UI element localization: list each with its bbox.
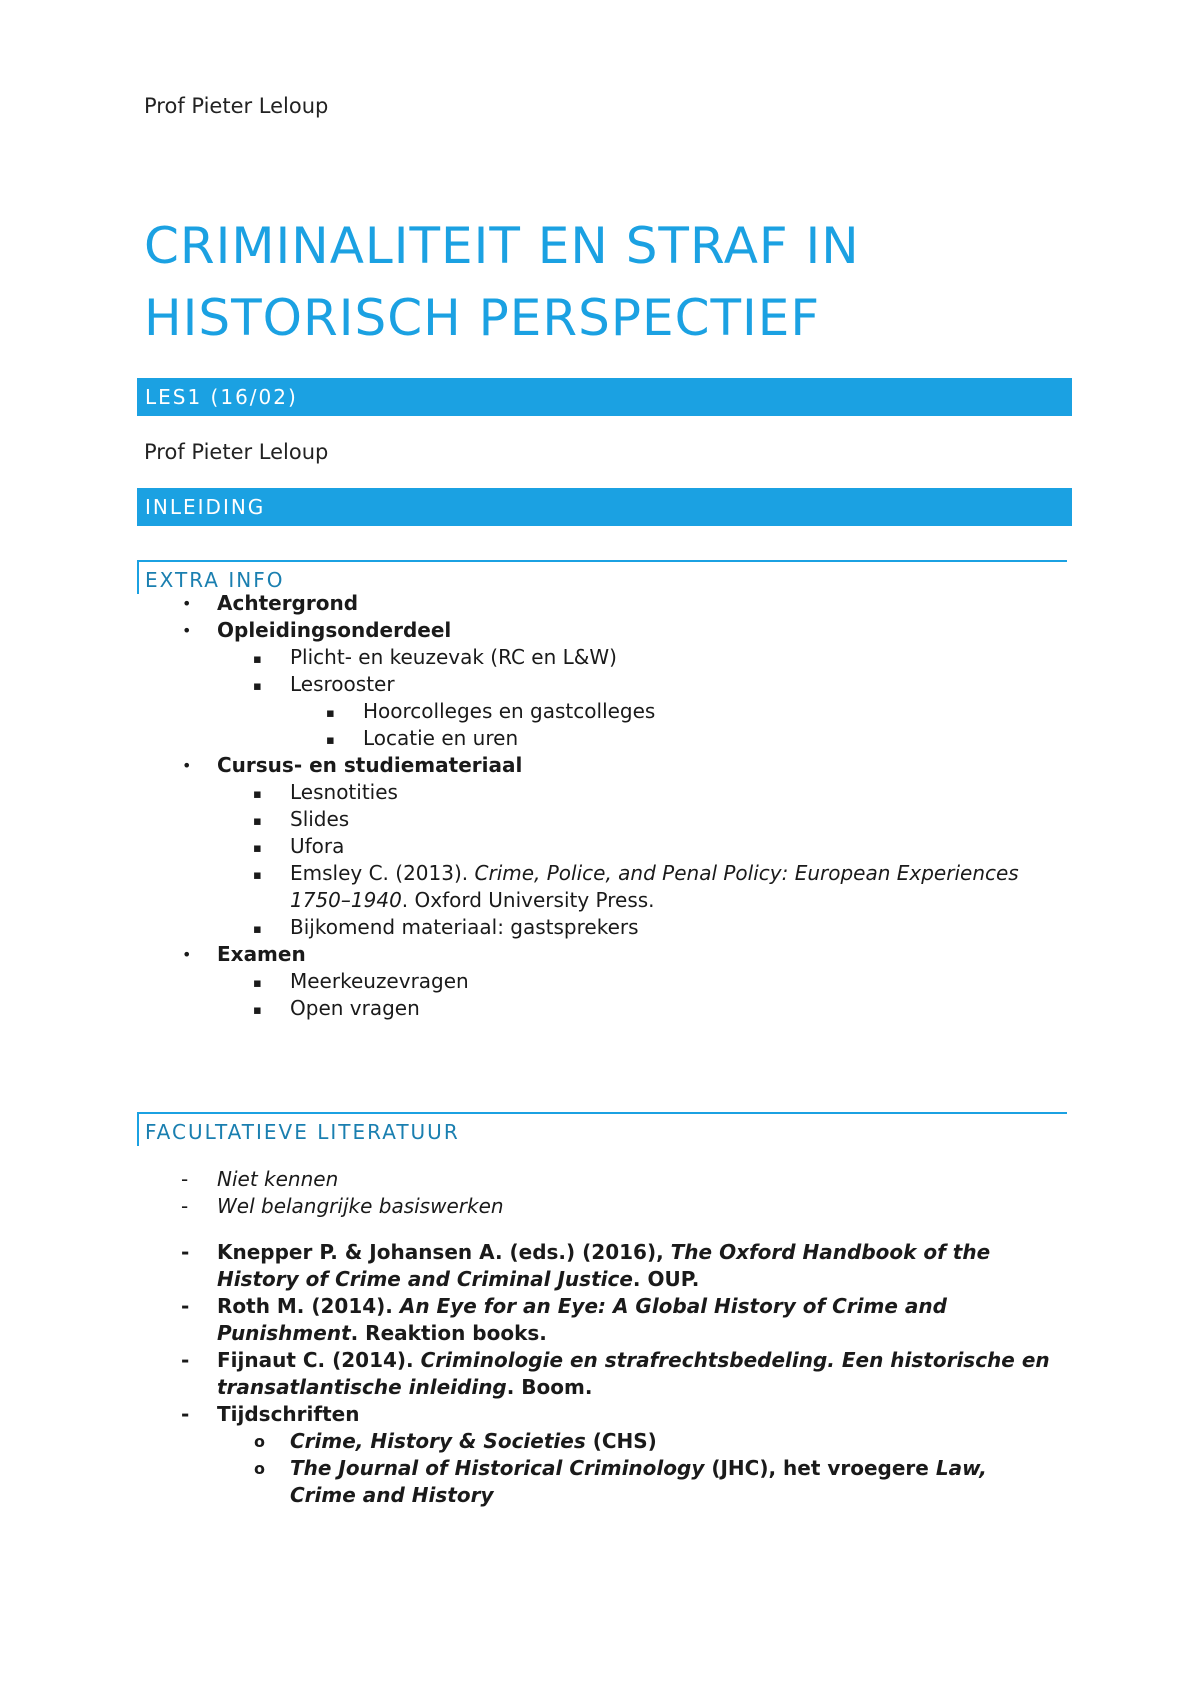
journal-former-title-cont: Crime and History	[290, 1483, 494, 1507]
list-item	[182, 617, 452, 644]
list-item	[253, 806, 350, 833]
reference-author: Knepper P. & Johansen A. (eds.) (2016),	[217, 1240, 671, 1264]
list-item	[253, 995, 420, 1022]
list-item-text: Plicht- en keuzevak (RC en L&W)	[290, 645, 617, 669]
list-item	[253, 860, 1050, 914]
list-item-text: Achtergrond	[217, 591, 359, 615]
reference-author: Fijnaut C. (2014).	[217, 1348, 421, 1372]
journal-abbrev: (CHS)	[585, 1429, 657, 1453]
list-item	[253, 671, 395, 698]
document-title	[144, 210, 1104, 354]
reference-title: Crime, Police, and Penal Policy: European Experiences	[474, 861, 1019, 885]
reference-author: Roth M. (2014).	[217, 1294, 400, 1318]
bullet-icon: ▪	[253, 679, 262, 694]
journal-title: The Journal of Historical Criminology	[290, 1456, 705, 1480]
journal-item	[254, 1428, 657, 1455]
list-item-text: Slides	[290, 807, 350, 831]
list-item	[182, 590, 359, 617]
list-item	[326, 725, 519, 752]
bullet-icon: ▪	[253, 1003, 262, 1018]
journal-item	[254, 1455, 1070, 1509]
dash-bullet: -	[181, 1167, 189, 1191]
list-item-text: Lesrooster	[290, 672, 395, 696]
bullet-icon: ▪	[326, 706, 335, 721]
section-author: Prof Pieter Leloup	[144, 440, 329, 464]
list-item-text: Cursus- en studiemateriaal	[217, 753, 523, 777]
reference-title: The Oxford Handbook of the	[670, 1240, 991, 1264]
reference-item	[181, 1293, 1077, 1347]
dash-bullet: -	[181, 1348, 190, 1372]
reference-item	[181, 1239, 1077, 1293]
list-item-text: Meerkeuzevragen	[290, 969, 469, 993]
bullet-icon: •	[182, 945, 192, 964]
subheading-literatuur	[137, 1112, 1067, 1146]
reference-publisher: . Boom.	[506, 1375, 593, 1399]
list-item-text: Ufora	[290, 834, 345, 858]
list-item	[253, 914, 639, 941]
reference-publisher: . OUP.	[632, 1267, 700, 1291]
subheading-literatuur-label: FACULTATIEVE LITERATUUR	[145, 1120, 460, 1144]
dash-bullet: -	[181, 1294, 190, 1318]
bullet-icon: ▪	[253, 922, 262, 937]
title-line-2: HISTORISCH PERSPECTIEF	[144, 289, 821, 347]
note-text: Niet kennen	[217, 1167, 339, 1191]
reference-title-cont: 1750–1940	[290, 888, 402, 912]
journal-abbrev: (JHC), het vroegere	[704, 1456, 936, 1480]
list-item-text: Opleidingsonderdeel	[217, 618, 452, 642]
journal-title: Crime, History & Societies	[290, 1429, 586, 1453]
header-author: Prof Pieter Leloup	[144, 94, 329, 118]
list-item-text: Lesnotities	[290, 780, 398, 804]
list-item-text: Locatie en uren	[363, 726, 519, 750]
reference-title: Criminologie en strafrechtsbedeling. Een historische en	[420, 1348, 1050, 1372]
dash-bullet: -	[181, 1240, 190, 1264]
reference-title: An Eye for an Eye: A Global History of Crime and	[399, 1294, 947, 1318]
reference-publisher: . Reaktion books.	[350, 1321, 547, 1345]
circle-bullet: o	[254, 1432, 265, 1451]
bullet-icon: ▪	[253, 976, 262, 991]
dash-bullet: -	[181, 1402, 190, 1426]
list-item-text: Examen	[217, 942, 306, 966]
reference-publisher: . Oxford University Press.	[401, 888, 655, 912]
reference-text: Tijdschriften	[217, 1402, 360, 1426]
reference-item	[181, 1347, 1097, 1401]
bullet-icon: ▪	[253, 787, 262, 802]
list-item	[253, 779, 398, 806]
bullet-icon: ▪	[253, 652, 262, 667]
reference-title-cont: Punishment	[217, 1321, 351, 1345]
subheading-extra-info	[137, 560, 1067, 594]
note-item	[181, 1166, 339, 1193]
list-item	[182, 941, 306, 968]
subheading-extra-info-label: EXTRA INFO	[145, 568, 285, 592]
reference-item	[181, 1401, 360, 1428]
list-item-text: Bijkomend materiaal: gastsprekers	[290, 915, 639, 939]
list-item	[182, 752, 523, 779]
dash-bullet: -	[181, 1194, 189, 1218]
list-item-text: Hoorcolleges en gastcolleges	[363, 699, 656, 723]
note-text: Wel belangrijke basiswerken	[217, 1194, 504, 1218]
list-item	[253, 833, 345, 860]
section-bar-inleiding: INLEIDING	[137, 488, 1072, 526]
bullet-icon: •	[182, 756, 192, 775]
journal-former-title: Law,	[935, 1456, 987, 1480]
reference-title-cont: transatlantische inleiding	[217, 1375, 507, 1399]
bullet-icon: ▪	[253, 814, 262, 829]
list-item	[326, 698, 656, 725]
bullet-icon: •	[182, 621, 192, 640]
section-bar-les1: LES1 (16/02)	[137, 378, 1072, 416]
list-item-text: Open vragen	[290, 996, 420, 1020]
bullet-icon: •	[182, 594, 192, 613]
bullet-icon: ▪	[253, 841, 262, 856]
note-item	[181, 1193, 504, 1220]
list-item	[253, 968, 469, 995]
bullet-icon: ▪	[326, 733, 335, 748]
title-line-1: CRIMINALITEIT EN STRAF IN	[144, 217, 860, 275]
reference-author: Emsley C. (2013).	[290, 861, 475, 885]
list-item	[253, 644, 617, 671]
reference-title-cont: History of Crime and Criminal Justice	[217, 1267, 633, 1291]
bullet-icon: ▪	[253, 868, 262, 883]
circle-bullet: o	[254, 1459, 265, 1478]
